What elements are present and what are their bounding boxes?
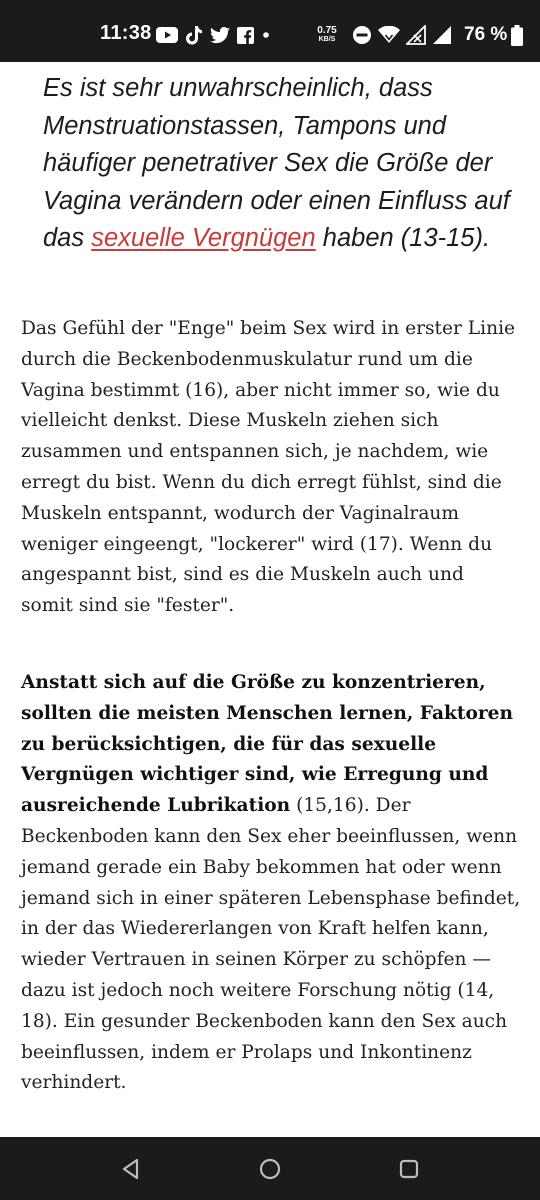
dnd-icon — [352, 25, 372, 45]
notification-icons — [156, 24, 271, 46]
twitter-icon — [210, 27, 230, 44]
facebook-icon — [237, 27, 254, 44]
quote-text-start: Es ist sehr unwahrscheinlich, dass Menstruationstassen, Tampons und häufiger penetrativer Sex die Größe der Vagina verändern oder einen Einfluss auf das — [43, 74, 510, 252]
home-icon — [258, 1157, 282, 1181]
battery-percent: 76 % — [464, 24, 508, 45]
status-bar — [0, 0, 540, 62]
tiktok-icon — [185, 25, 203, 45]
article-content[interactable] — [0, 62, 540, 1137]
paragraph-tightness: Das Gefühl der "Enge" beim Sex wird in erster Linie durch die Beckenbodenmuskulatur rund um die Vagina bestimmt (16), aber nicht immer so, wie du vielleicht denkst. Diese Muskeln ziehen sich zusammen und entspannen sich, je nachdem, wie erregt du bist. Wenn du dich erregt fühlst, sind die Muskeln entspannt, wodurch der Vaginalraum weniger eingeengt, "lockerer" wird (17). Wenn du angespannt bist, sind es die Muskeln auch und somit sind sie "fester". — [21, 318, 516, 617]
youtube-icon — [156, 27, 178, 43]
paragraph-rest: (15,16). Der Beckenboden kann den Sex eher beeinflussen, wenn jemand gerade ein Baby bekommen hat oder wenn jemand sich in einer späteren Lebensphase befindet, in der das Wiedererlangen von Kraft helfen kann, wieder Vertrauen in seinen Körper zu schöpfen — dazu ist jedoch noch weitere Forschung nötig (14, 18). Ein gesunder Beckenboden kann den Sex auch beeinflussen, indem er Prolaps und Inkontinenz verhindert. — [21, 795, 521, 1094]
signal-icon — [432, 25, 452, 45]
quote-text-end: haben (13-15). — [315, 224, 491, 252]
pull-quote — [43, 70, 513, 258]
back-icon — [119, 1157, 143, 1181]
sexual-pleasure-link[interactable]: sexuelle Vergnügen — [91, 224, 316, 252]
network-speed-unit: KB/S — [318, 36, 336, 43]
recents-button[interactable] — [397, 1157, 421, 1181]
paragraph-pelvic-floor — [21, 668, 521, 1099]
network-speed-value: 0.75 — [317, 25, 337, 36]
recents-icon — [397, 1157, 421, 1181]
system-status — [316, 22, 523, 48]
status-time: 11:38 — [100, 22, 152, 44]
home-button[interactable] — [258, 1157, 282, 1181]
network-speed — [316, 26, 338, 44]
signal-empty-icon — [406, 25, 426, 45]
dot-icon — [261, 30, 271, 40]
paragraph-bold-lead: Anstatt sich auf die Größe zu konzentrieren, sollten die meisten Menschen lernen, Faktoren zu berücksichtigen, die für das sexuelle Vergnügen wichtiger sind, wie Erregung und ausreichende Lubrikation — [21, 672, 514, 817]
wifi-icon — [378, 26, 400, 44]
battery-icon — [511, 25, 523, 46]
back-button[interactable] — [119, 1157, 143, 1181]
navigation-bar — [0, 1137, 540, 1200]
